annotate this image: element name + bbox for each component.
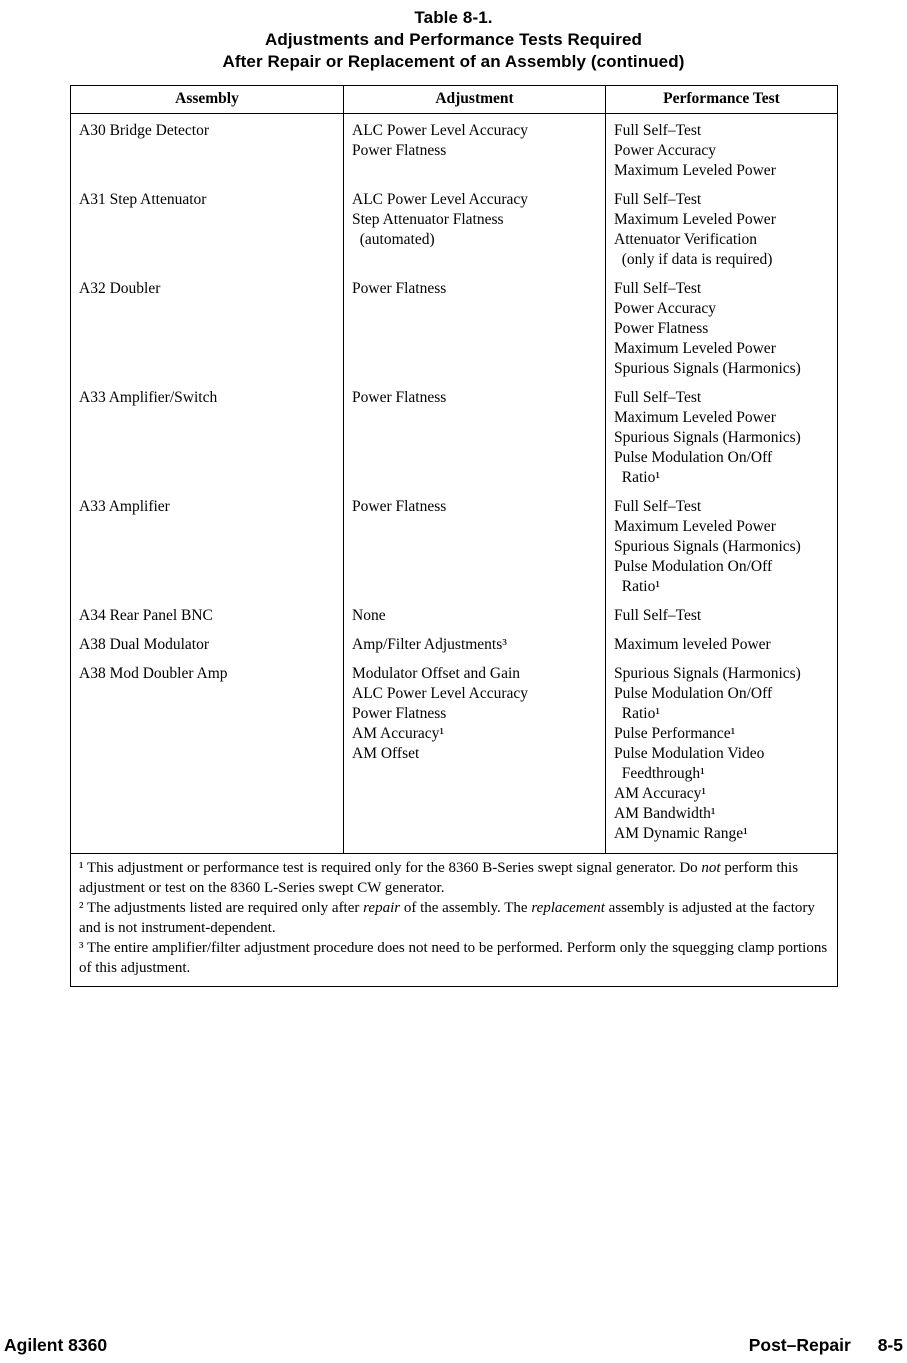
cell-line: Pulse Performance¹ xyxy=(614,725,736,742)
adjustment-cell xyxy=(344,606,606,635)
table-row xyxy=(71,635,838,664)
footer-section-page xyxy=(749,1335,903,1356)
cell-line: A32 Doubler xyxy=(79,280,161,297)
footer-product-name: Agilent 8360 xyxy=(4,1335,108,1355)
cell-line: Maximum Leveled Power xyxy=(614,518,776,535)
table-footnote-section xyxy=(71,854,838,987)
cell-line: AM Offset xyxy=(352,745,420,762)
cell-line: (automated) xyxy=(352,231,435,248)
page-footer xyxy=(4,1335,903,1356)
adjustment-cell xyxy=(344,635,606,664)
performance-test-cell xyxy=(606,664,838,854)
cell-line: Power Flatness xyxy=(352,389,447,406)
performance-test-cell xyxy=(606,279,838,388)
footnote xyxy=(79,938,829,978)
cell-line: Ratio¹ xyxy=(614,705,660,722)
adjustment-cell xyxy=(344,497,606,606)
cell-line: Pulse Modulation Video xyxy=(614,745,765,762)
footnote-text-segment: ² The adjustments listed are required only after xyxy=(79,900,364,916)
table-wrapper xyxy=(70,85,837,987)
table-title-line3: After Repair or Replacement of an Assembly (continued) xyxy=(222,52,685,71)
assembly-cell xyxy=(71,279,344,388)
table-row xyxy=(71,190,838,279)
adjustment-cell xyxy=(344,279,606,388)
table-row xyxy=(71,606,838,635)
cell-line: Maximum Leveled Power xyxy=(614,340,776,357)
cell-line: A33 Amplifier/Switch xyxy=(79,389,218,406)
cell-line: Full Self–Test xyxy=(614,191,702,208)
footnote-text-segment: not xyxy=(701,860,721,876)
cell-line: Spurious Signals (Harmonics) xyxy=(614,360,801,377)
cell-line: Maximum leveled Power xyxy=(614,636,771,653)
table-body xyxy=(71,114,838,854)
performance-test-cell xyxy=(606,114,838,191)
cell-line: Spurious Signals (Harmonics) xyxy=(614,665,801,682)
footnote-text-segment: replacement xyxy=(531,900,605,916)
table-row xyxy=(71,114,838,191)
footnotes xyxy=(71,854,838,987)
assembly-cell xyxy=(71,114,344,191)
footnote-text-segment: ¹ This adjustment or performance test is required only for the 8360 B-Series swept signal generator. Do xyxy=(79,860,702,876)
footnote-text-segment: perform this adjustment or test on the 8360 L-Series swept CW generator. xyxy=(79,860,799,896)
cell-line: A38 Mod Doubler Amp xyxy=(79,665,228,682)
performance-test-cell xyxy=(606,190,838,279)
cell-line: Full Self–Test xyxy=(614,122,702,139)
cell-line: Maximum Leveled Power xyxy=(614,211,776,228)
cell-line: Maximum Leveled Power xyxy=(614,162,776,179)
footnote-text-segment: ³ The entire amplifier/filter adjustment procedure does not need to be performed. Perform only the squegging clamp portions of this adjustment. xyxy=(79,940,828,976)
cell-line: A30 Bridge Detector xyxy=(79,122,209,139)
table-row xyxy=(71,497,838,606)
cell-line: ALC Power Level Accuracy xyxy=(352,191,529,208)
cell-line: Attenuator Verification xyxy=(614,231,758,248)
assembly-cell xyxy=(71,190,344,279)
cell-line: A31 Step Attenuator xyxy=(79,191,207,208)
adjustment-cell xyxy=(344,664,606,854)
cell-line: AM Dynamic Range¹ xyxy=(614,825,748,842)
cell-line: Power Flatness xyxy=(352,280,447,297)
performance-test-cell xyxy=(606,388,838,497)
cell-line: Ratio¹ xyxy=(614,578,660,595)
cell-line: (only if data is required) xyxy=(614,251,773,268)
table-header-row xyxy=(71,86,838,114)
table-row xyxy=(71,279,838,388)
table-row xyxy=(71,664,838,854)
cell-line: AM Bandwidth¹ xyxy=(614,805,716,822)
cell-line: Modulator Offset and Gain xyxy=(352,665,521,682)
column-header-adjustment: Adjustment xyxy=(344,86,606,114)
column-header-assembly: Assembly xyxy=(71,86,344,114)
adjustment-cell xyxy=(344,114,606,191)
footer-page-number: 8-5 xyxy=(877,1335,903,1355)
cell-line: Maximum Leveled Power xyxy=(614,409,776,426)
cell-line: Full Self–Test xyxy=(614,498,702,515)
footer-section-name: Post–Repair xyxy=(748,1335,851,1355)
table-title-line2: Adjustments and Performance Tests Required xyxy=(264,30,643,49)
cell-line: Power Flatness xyxy=(352,705,447,722)
footnote xyxy=(79,898,829,938)
cell-line: ALC Power Level Accuracy xyxy=(352,122,529,139)
footnote-text-segment: of the assembly. The xyxy=(400,900,532,916)
cell-line: Full Self–Test xyxy=(614,389,702,406)
column-header-performance-test: Performance Test xyxy=(606,86,838,114)
assembly-cell xyxy=(71,497,344,606)
cell-line: AM Accuracy¹ xyxy=(352,725,445,742)
footnote-text-segment: assembly is adjusted at the factory and is not instrument-dependent. xyxy=(79,900,815,936)
cell-line: Amp/Filter Adjustments³ xyxy=(352,636,507,653)
cell-line: Full Self–Test xyxy=(614,280,702,297)
cell-line: Spurious Signals (Harmonics) xyxy=(614,429,801,446)
cell-line: A34 Rear Panel BNC xyxy=(79,607,213,624)
cell-line: ALC Power Level Accuracy xyxy=(352,685,529,702)
cell-line: Power Accuracy xyxy=(614,300,716,317)
adjustment-cell xyxy=(344,388,606,497)
cell-line: Spurious Signals (Harmonics) xyxy=(614,538,801,555)
cell-line: Feedthrough¹ xyxy=(614,765,705,782)
cell-line: AM Accuracy¹ xyxy=(614,785,707,802)
cell-line: A38 Dual Modulator xyxy=(79,636,210,653)
cell-line: Power Flatness xyxy=(614,320,709,337)
cell-line: A33 Amplifier xyxy=(79,498,170,515)
cell-line: Power Flatness xyxy=(352,142,447,159)
cell-line: Pulse Modulation On/Off xyxy=(614,685,773,702)
adjustments-table xyxy=(70,85,838,987)
performance-test-cell xyxy=(606,606,838,635)
adjustment-cell xyxy=(344,190,606,279)
cell-line: Pulse Modulation On/Off xyxy=(614,449,773,466)
cell-line: Power Flatness xyxy=(352,498,447,515)
cell-line: Full Self–Test xyxy=(614,607,702,624)
assembly-cell xyxy=(71,635,344,664)
assembly-cell xyxy=(71,664,344,854)
table-row xyxy=(71,388,838,497)
cell-line: Step Attenuator Flatness xyxy=(352,211,504,228)
performance-test-cell xyxy=(606,635,838,664)
cell-line: Ratio¹ xyxy=(614,469,660,486)
footnote xyxy=(79,858,829,898)
cell-line: Pulse Modulation On/Off xyxy=(614,558,773,575)
performance-test-cell xyxy=(606,497,838,606)
table-title xyxy=(0,0,907,73)
assembly-cell xyxy=(71,606,344,635)
cell-line: Power Accuracy xyxy=(614,142,716,159)
footnote-text-segment: repair xyxy=(363,900,401,916)
assembly-cell xyxy=(71,388,344,497)
cell-line: None xyxy=(352,607,386,624)
table-title-number: Table 8-1. xyxy=(414,8,493,27)
